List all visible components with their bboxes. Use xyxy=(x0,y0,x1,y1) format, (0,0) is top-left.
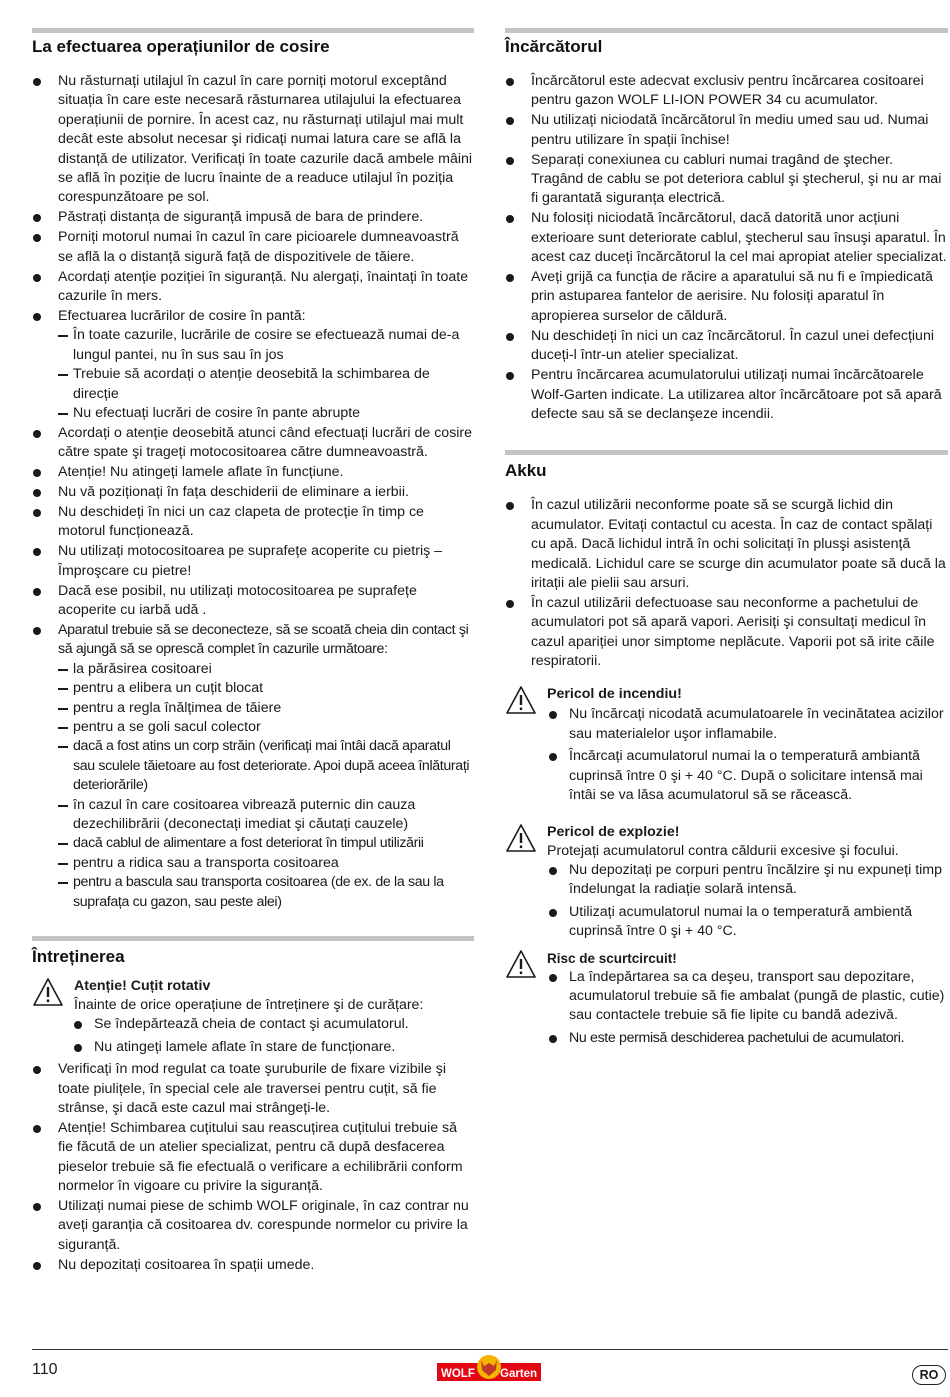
warning-list-item: Încărcați acumulatorul numai la o temperatură ambiantă cuprinsă între 0 şi + 40 °C. După o solicitare intensă mai întâi se va lăsa acumulatorul să se răcească. xyxy=(547,747,948,805)
list-item: Nu deschideți în nici un caz încărcătorul. În cazul unei defecțiuni duceți-l într-un atelier specializat. xyxy=(505,327,948,366)
section-title-akku: Akku xyxy=(505,461,547,481)
warning-triangle-icon xyxy=(32,977,64,1007)
sub-list-item: dacă a fost atins un corp străin (verificați mai întâi dacă aparatul sau sculele tăietoare au fost deteriorate. Apoi după aceea înlăturați deteriorările) xyxy=(58,737,474,795)
list-item: Pentru încărcarea acumulatorului utilizați numai încărcătoarele Wolf-Garten indicate. La utilizarea altor încărcătoare pot să apară defecte sau să se declanşeze incendii. xyxy=(505,366,948,424)
stop-sublist xyxy=(58,660,474,912)
warning-list-item: Nu atingeți lamele aflate în stare de funcționare. xyxy=(72,1038,474,1057)
warning-explosion xyxy=(505,823,948,942)
section-title-charger: Încărcătorul xyxy=(505,37,603,56)
list-item: Nu utilizați niciodată încărcătorul în mediu umed sau ud. Numai pentru utilizare în spații închise! xyxy=(505,111,948,150)
sub-list-item: Nu efectuați lucrări de cosire în pante abrupte xyxy=(58,404,474,423)
list-item: Nu depozitați cositoarea în spații umede. xyxy=(32,1256,474,1275)
warning-list-item: Nu depozitați pe corpuri pentru încălzire şi nu expuneți timp îndelungat la radiație solară intensă. xyxy=(547,861,948,900)
svg-text:WOLF: WOLF xyxy=(441,1368,475,1380)
warning-short-circuit xyxy=(505,949,948,1049)
list-item: Nu deschideți în nici un caz clapeta de protecție în timp ce motorul funcționează. xyxy=(32,503,474,542)
list-item: Păstrați distanța de siguranță impusă de bara de prindere. xyxy=(32,208,474,227)
list-item: Aveți grijă ca funcția de răcire a aparatului să nu fi e împiedicată prin astuparea fantelor de aerisire. Nu folosiți aparatul în apropierea surselor de căldură. xyxy=(505,268,948,326)
warning-triangle-icon xyxy=(505,823,537,853)
sub-list-item: pentru a elibera un cuțit blocat xyxy=(58,679,474,698)
list-item-stop-cases xyxy=(32,621,474,912)
maintenance-list xyxy=(32,1060,474,1275)
warning-text: Înainte de orice operațiune de întreținere şi de curățare: xyxy=(74,996,424,1013)
warning-triangle-icon xyxy=(505,949,537,979)
list-item: Încărcătorul este adecvat exclusiv pentru încărcarea cositoarei pentru gazon WOLF LI-ION POWER 34 cu acumulator. xyxy=(505,72,948,111)
sub-list-item: pentru a se goli sacul colector xyxy=(58,718,474,737)
list-item: Nu folosiți niciodată încărcătorul, dacă datorită unor acțiuni exterioare sunt deteriorate cablul, ştecherul sau însuşi aparatul. În acest caz duceți încărcătorul la cel mai apropiat atelier specializat. xyxy=(505,209,948,267)
warning-list xyxy=(547,705,948,805)
list-item: Dacă ese posibil, nu utilizați motocositoarea pe suprafețe acoperite cu iarbă udă . xyxy=(32,582,474,621)
warning-list xyxy=(72,1015,474,1057)
section-divider xyxy=(505,450,948,455)
list-item: Atenție! Nu atingeți lamele aflate în funcțiune. xyxy=(32,463,474,482)
list-item: Separați conexiunea cu cabluri numai tragând de ştecher. Tragând de cablu se pot deteriora cablul şi ştecherul, şi nu ar mai fi garantată siguranța electrică. xyxy=(505,151,948,209)
warning-title: Atenție! Cuțit rotativ xyxy=(74,977,211,994)
warning-rotating-blade xyxy=(32,977,474,1057)
language-badge: RO xyxy=(912,1365,946,1385)
sub-list-item: pentru a bascula sau transporta cositoarea (de ex. de la sau la suprafața cu gazon, sau peste alei) xyxy=(58,873,474,912)
list-item: Porniți motorul numai în cazul în care picioarele dumneavoastră se află la o distanță sigură față de dispozitivele de tăiere. xyxy=(32,228,474,267)
list-item: Nu vă poziționați în fața deschiderii de eliminare a ierbii. xyxy=(32,483,474,502)
list-item: În cazul utilizării defectuoase sau neconforme a pachetului de acumulatori pot să apară vapori. Aerisiți şi consultați medicul în cazul apariției unor simptome neplăcute. Vaporii pot să irite căile respiratorii. xyxy=(505,594,948,672)
warning-list-item: Nu încărcați nicodată acumulatoarele în vecinătatea acizilor sau materialelor uşor inflamabile. xyxy=(547,705,948,744)
warning-list-item: Se îndepărtează cheia de contact şi acumulatorul. xyxy=(72,1015,474,1034)
section-divider xyxy=(505,28,948,33)
list-item: Atenție! Schimbarea cuțitului sau reascuțirea cuțitului trebuie să fie făcută de un atelier specializat, pentru că după desfacerea pieselor trebuie să fie efectuală o verificare a echilibrării conform normelor în vigoare cu privire la siguranță. xyxy=(32,1119,474,1197)
list-item: În cazul utilizării neconforme poate să se scurgă lichid din acumulator. Evitați contactul cu acesta. În caz de contact spălați cu apă. Dacă lichidul intră în ochi solicitați în plusşi asistență medicală. Lichidul care se scurge din acumulator poate să ducă la iritații ale pielii sau arsuri. xyxy=(505,496,948,593)
sub-list-item: pentru a ridica sau a transporta cositoarea xyxy=(58,854,474,873)
sub-list-item: în cazul în care cositoarea vibrează puternic din cauza dezechilibrării (deconectați imediat şi căutați cauzele) xyxy=(58,796,474,835)
sub-list-item: Trebuie să acordați o atenție deosebită la schimbarea de direcție xyxy=(58,365,474,404)
list-item-slope xyxy=(32,307,474,423)
sub-list-item: dacă cablul de alimentare a fost deteriorat în timpul utilizării xyxy=(58,834,474,853)
charger-list xyxy=(505,72,948,424)
list-item-text: Aparatul trebuie să se deconecteze, să se scoată cheia din contact şi să ajungă să se oprescă complet în cazurile următoare: xyxy=(58,621,469,658)
warning-fire xyxy=(505,685,948,805)
warning-list xyxy=(547,861,948,942)
section-title-maintenance: Întreținerea xyxy=(32,946,125,966)
list-item: Acordați o atenție deosebită atunci când efectuați lucrări de cosire către spate şi trageți motocositoarea către dumneavoastră. xyxy=(32,424,474,463)
list-item: Utilizați numai piese de schimb WOLF originale, în caz contrar nu aveți garanția că cositoarea dv. corespunde normelor cu privire la siguranță. xyxy=(32,1197,474,1255)
sub-list-item: la părăsirea cositoarei xyxy=(58,660,474,679)
section-divider xyxy=(32,936,474,941)
sub-list-item: pentru a regla înălțimea de tăiere xyxy=(58,699,474,718)
list-item-text: Efectuarea lucrărilor de cosire în pantă: xyxy=(58,307,306,324)
section-divider xyxy=(32,28,474,33)
mowing-list xyxy=(32,72,474,912)
sub-list-item: În toate cazurile, lucrările de cosire se efectuează numai de-a lungul pantei, nu în sus sau în jos xyxy=(58,326,474,365)
warning-title: Pericol de explozie! xyxy=(547,823,680,840)
svg-text:Garten: Garten xyxy=(500,1368,538,1380)
list-item: Nu utilizați motocositoarea pe suprafețe acoperite cu pietriş – Împroşcare cu pietre! xyxy=(32,542,474,581)
warning-text: Protejați acumulatorul contra căldurii excesive şi focului. xyxy=(547,842,899,859)
akku-list xyxy=(505,496,948,671)
footer-divider xyxy=(32,1349,948,1350)
warning-triangle-icon xyxy=(505,685,537,715)
right-column xyxy=(505,28,948,1051)
warning-list-item: Utilizați acumulatorul numai la o temperatură ambientă cuprinsă între 0 şi + 40 °C. xyxy=(547,903,948,942)
list-item: Nu răsturnați utilajul în cazul în care porniți motorul exceptând situația în care este necesară răsturnarea utilajului la efectuarea operațiunii de pornire. În acest caz, nu răsturnați utilajul mai mult decât este absolut necesar şi ridicați numai latura care se află la distanță de utilizator. Verificați în toate cazurile dacă ambele mâini se află în poziție de lucru înainte de a readuce utilajul în poziția corespunzătoare pe sol. xyxy=(32,72,474,208)
list-item: Acordați atenție poziției în siguranță. Nu alergați, înaintați în toate cazurile în mers. xyxy=(32,268,474,307)
page-number: 110 xyxy=(32,1361,58,1378)
warning-list xyxy=(547,968,948,1049)
left-column xyxy=(32,28,474,1276)
warning-title: Pericol de incendiu! xyxy=(547,686,682,703)
list-item: Verificați în mod regulat ca toate şuruburile de fixare vizibile şi toate piulițele, în special cele ale traversei pentru cuțit, să fie strânse, şi dacă este cazul mai strângeți-le. xyxy=(32,1060,474,1118)
slope-sublist xyxy=(58,326,474,423)
section-title-mowing: La efectuarea operațiunilor de cosire xyxy=(32,37,330,56)
wolf-garten-logo xyxy=(437,1354,541,1388)
warning-title: Risc de scurtcircuit! xyxy=(547,950,677,966)
warning-list-item: Nu este permisă deschiderea pachetului de acumulatori. xyxy=(547,1029,948,1048)
warning-list-item: La îndepărtarea sa ca deşeu, transport sau depozitare, acumulatorul trebuie să fie ambalat (pungă de plastic, cutie) sau contactele trebuie să fie lipite cu bandă adezivă. xyxy=(547,968,948,1026)
